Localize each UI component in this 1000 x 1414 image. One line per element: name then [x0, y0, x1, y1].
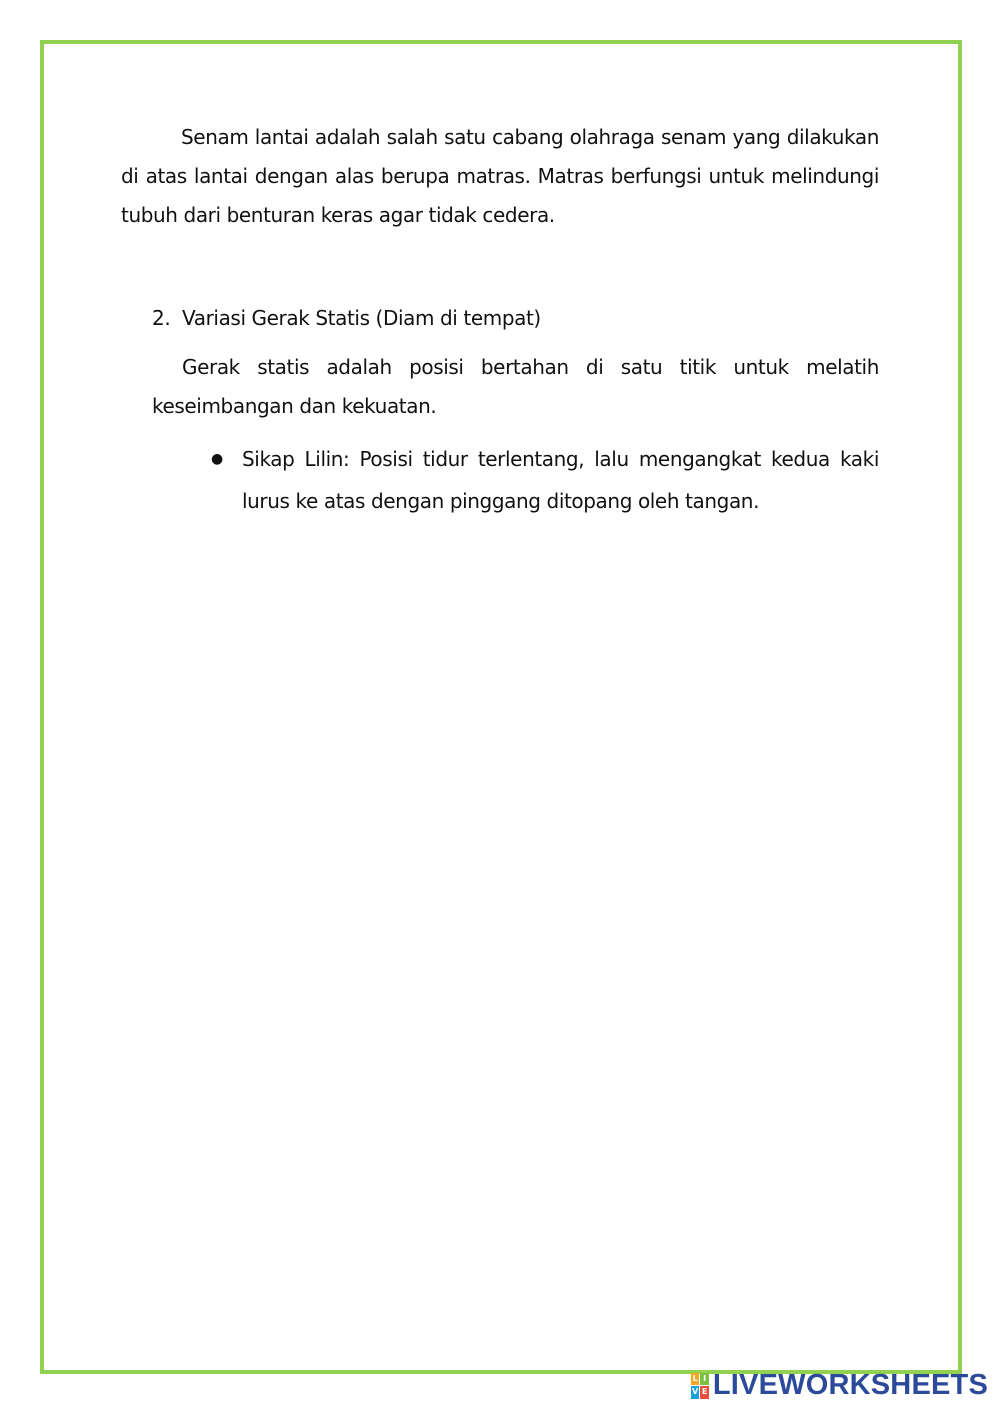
section-number: 2. [152, 306, 171, 330]
watermark-text: LIVEWORKSHEETS [712, 1369, 988, 1401]
document-body [121, 118, 879, 513]
liveworksheets-logo-icon [691, 1373, 709, 1399]
bullet-icon: ● [211, 451, 223, 467]
logo-tile-l: L [691, 1373, 700, 1386]
intro-paragraph: Senam lantai adalah salah satu cabang olahraga senam yang dilakukan di atas lantai dengan alas berupa matras. Matras berfungsi untuk melindungi tubuh dari benturan keras agar tidak cedera. [121, 125, 879, 227]
section-heading [152, 298, 541, 338]
logo-tile-i: I [700, 1373, 709, 1386]
list-item [211, 438, 879, 522]
page-border [40, 40, 962, 1374]
section-paragraph: Gerak statis adalah posisi bertahan di satu titik untuk melatih keseimbangan dan kekuatan. [152, 355, 879, 418]
logo-tile-v: V [691, 1386, 700, 1399]
list-item-text: Sikap Lilin: Posisi tidur terlentang, lalu mengangkat kedua kaki lurus ke atas dengan pinggang ditopang oleh tangan. [242, 447, 879, 513]
logo-tile-e: E [700, 1386, 709, 1399]
section-title: Variasi Gerak Statis (Diam di tempat) [182, 306, 541, 330]
watermark [691, 1369, 988, 1402]
